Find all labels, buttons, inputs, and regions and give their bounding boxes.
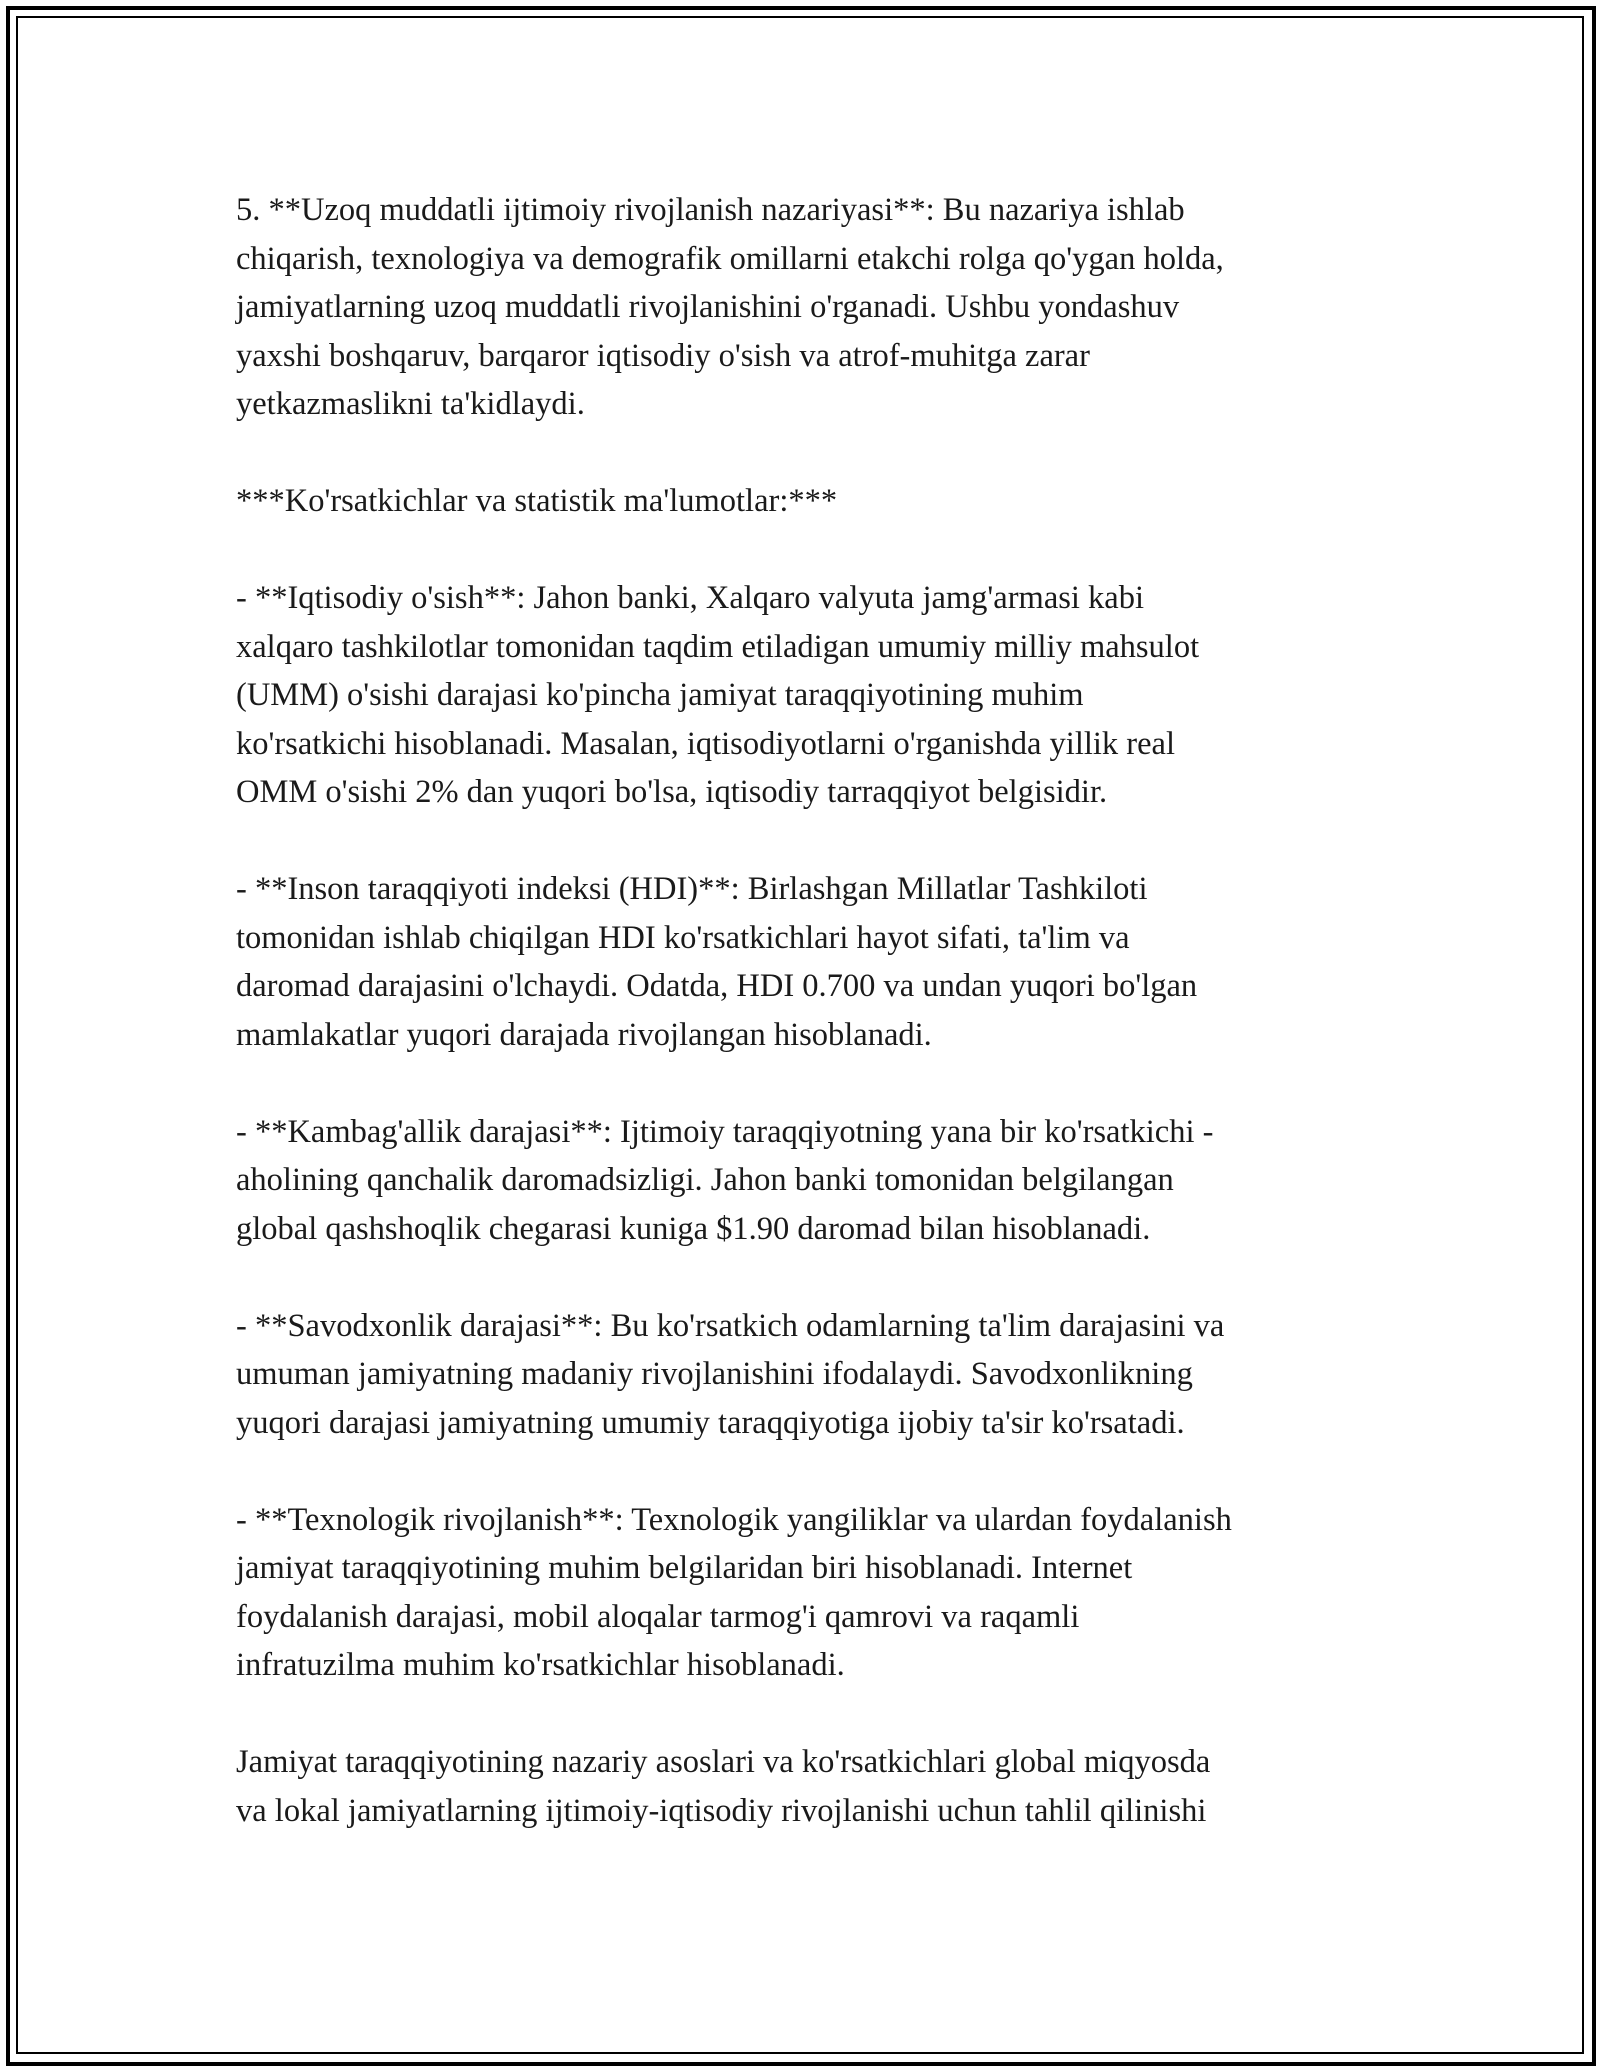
paragraph-literacy-level: - **Savodxonlik darajasi**: Bu ko'rsatkich odamlarning ta'lim darajasini va umuman jamiyatning madaniy rivojlanishini ifodalaydi. Savodxonlikning yuqori darajasi jamiyatning umumiy taraqqiyotiga ijobiy ta'sir ko'rsatadi. <box>236 1307 1225 1441</box>
paragraph-long-term-development-theory: 5. **Uzoq muddatli ijtimoiy rivojlanish nazariyasi**: Bu nazariya ishlab chiqarish, texnologiya va demografik omillarni etakchi rolga qo'ygan holda, jamiyatlarning uzoq muddatli rivojlanishini o'rganadi. Ushbu yondashuv yaxshi boshqaruv, barqaror iqtisodiy o'sish va atrof-muhitga zarar yetkazmaslikni ta'kidlaydi. <box>236 192 1224 422</box>
paragraph-human-development-index: - **Inson taraqqiyoti indeksi (HDI)**: Birlashgan Millatlar Tashkiloti tomonidan ishlab chiqilgan HDI ko'rsatkichlari hayot sifati, ta'lim va daromad darajasini o'lchaydi. Odatda, HDI 0.700 va undan yuqori bo'lgan mamlakatlar yuqori darajada rivojlangan hisoblanadi. <box>236 871 1198 1053</box>
paragraph-technological-development: - **Texnologik rivojlanish**: Texnologik yangiliklar va ulardan foydalanish jamiyat taraqqiyotining muhim belgilaridan biri hisoblanadi. Internet foydalanish darajasi, mobil aloqalar tarmog'i qamrovi va raqamli infratuzilma muhim ko'rsatkichlar hisoblanadi. <box>236 1501 1232 1683</box>
paragraph-indicators-heading: ***Ko'rsatkichlar va statistik ma'lumotlar:*** <box>236 483 838 519</box>
paragraph-economic-growth: - **Iqtisodiy o'sish**: Jahon banki, Xalqaro valyuta jamg'armasi kabi xalqaro tashkilotlar tomonidan taqdim etiladigan umumiy milliy mahsulot (UMM) o'sishi darajasi ko'pincha jamiyat taraqqiyotining muhim ko'rsatkichi hisoblanadi. Masalan, iqtisodiyotlarni o'rganishda yillik real OMM o'sishi 2% dan yuqori bo'lsa, iqtisodiy tarraqqiyot belgisidir. <box>236 580 1200 810</box>
paragraph-conclusion: Jamiyat taraqqiyotining nazariy asoslari va ko'rsatkichlari global miqyosda va lokal jamiyatlarning ijtimoiy-iqtisodiy rivojlanishi uchun tahlil qilinishi <box>236 1744 1211 1829</box>
paragraph-poverty-level: - **Kambag'allik darajasi**: Ijtimoiy taraqqiyotning yana bir ko'rsatkichi - aholining qanchalik daromadsizligi. Jahon banki tomonidan belgilangan global qashshoqlik chegarasi kuniga $1.90 daromad bilan hisoblanadi. <box>236 1113 1214 1247</box>
document-body <box>236 186 1386 1835</box>
